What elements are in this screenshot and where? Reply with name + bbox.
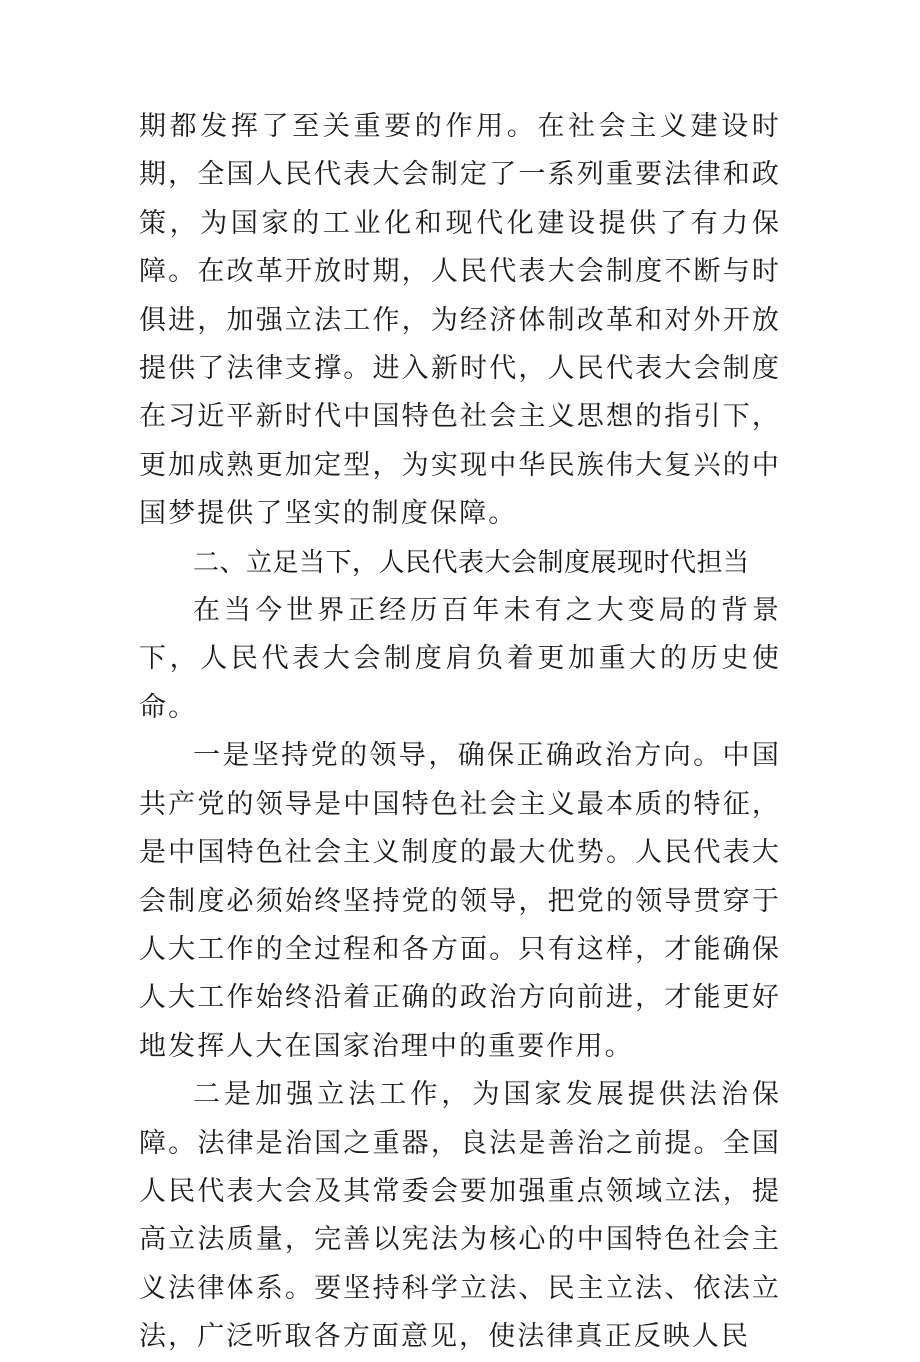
section-heading: 二、立足当下，人民代表大会制度展现时代担当 (193, 547, 750, 578)
document-body (139, 103, 781, 1362)
paragraph-point-one: 一是坚持党的领导，确保正确政治方向。中国共产党的领导是中国特色社会主义最本质的特征，是中国特色社会主义制度的最大优势。人民代表大会制度必须始终坚持党的领导，把党的领导贯穿于人大工作的全过程和各方面。只有这样，才能确保人大工作始终沿着正确的政治方向前进，才能更好地发挥人大在国家治理中的重要作用。 (139, 740, 781, 1062)
paragraph-continuation: 期都发挥了至关重要的作用。在社会主义建设时期，全国人民代表大会制定了一系列重要法律和政策，为国家的工业化和现代化建设提供了有力保障。在改革开放时期，人民代表大会制度不断与时俱进，加强立法工作，为经济体制改革和对外开放提供了法律支撑。进入新时代，人民代表大会制度在习近平新时代中国特色社会主义思想的指引下，更加成熟更加定型，为实现中华民族伟大复兴的中国梦提供了坚实的制度保障。 (139, 111, 781, 530)
paragraph-point-two: 二是加强立法工作，为国家发展提供法治保障。法律是治国之重器，良法是善治之前提。全国人民代表大会及其常委会要加强重点领域立法，提高立法质量，完善以宪法为核心的中国特色社会主义法律体系。要坚持科学立法、民主立法、依法立法，广泛听取各方面意见，使法律真正反映人民 (139, 1079, 781, 1353)
paragraph-background: 在当今世界正经历百年未有之大变局的背景下，人民代表大会制度肩负着更加重大的历史使命。 (139, 595, 781, 723)
